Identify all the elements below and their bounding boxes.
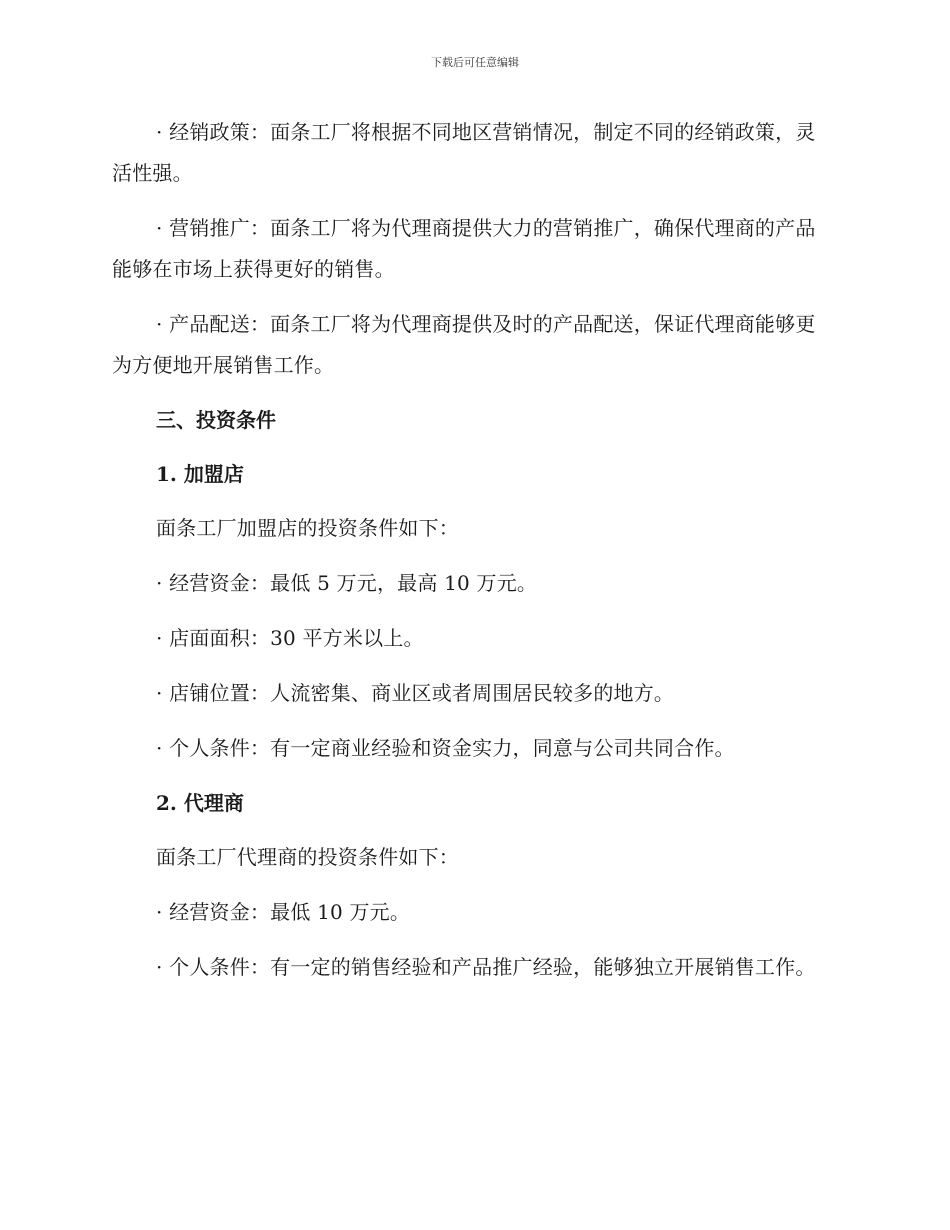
list-item-franchise-personal: · 个人条件：有一定商业经验和资金实力，同意与公司共同合作。 — [156, 736, 735, 760]
paragraph-agent-intro: 面条工厂代理商的投资条件如下： — [156, 845, 459, 869]
page-header: 下载后可任意编辑 — [431, 56, 519, 69]
list-item-agent-personal: · 个人条件：有一定的销售经验和产品推广经验，能够独立开展销售工作。 — [156, 955, 816, 979]
document-body — [112, 112, 824, 1002]
paragraph-marketing-promotion: · 营销推广：面条工厂将为代理商提供大力的营销推广，确保代理商的产品能够在市场上获得更好的销售。 — [112, 216, 816, 281]
subheading-franchise-store: 1. 加盟店 — [156, 462, 244, 486]
paragraph-product-delivery: · 产品配送：面条工厂将为代理商提供及时的产品配送，保证代理商能够更为方便地开展销售工作。 — [112, 312, 816, 377]
list-item-franchise-area: · 店面面积：30 平方米以上。 — [156, 626, 424, 650]
subheading-agent: 2. 代理商 — [156, 791, 244, 815]
list-item-agent-capital: · 经营资金：最低 10 万元。 — [156, 900, 411, 924]
paragraph-distribution-policy: · 经销政策：面条工厂将根据不同地区营销情况，制定不同的经销政策，灵活性强。 — [112, 120, 816, 185]
list-item-franchise-capital: · 经营资金：最低 5 万元，最高 10 万元。 — [156, 571, 538, 595]
section-heading-investment-conditions: 三、投资条件 — [156, 408, 276, 432]
paragraph-franchise-intro: 面条工厂加盟店的投资条件如下： — [156, 516, 459, 540]
list-item-franchise-location: · 店铺位置：人流密集、商业区或者周围居民较多的地方。 — [156, 681, 675, 705]
